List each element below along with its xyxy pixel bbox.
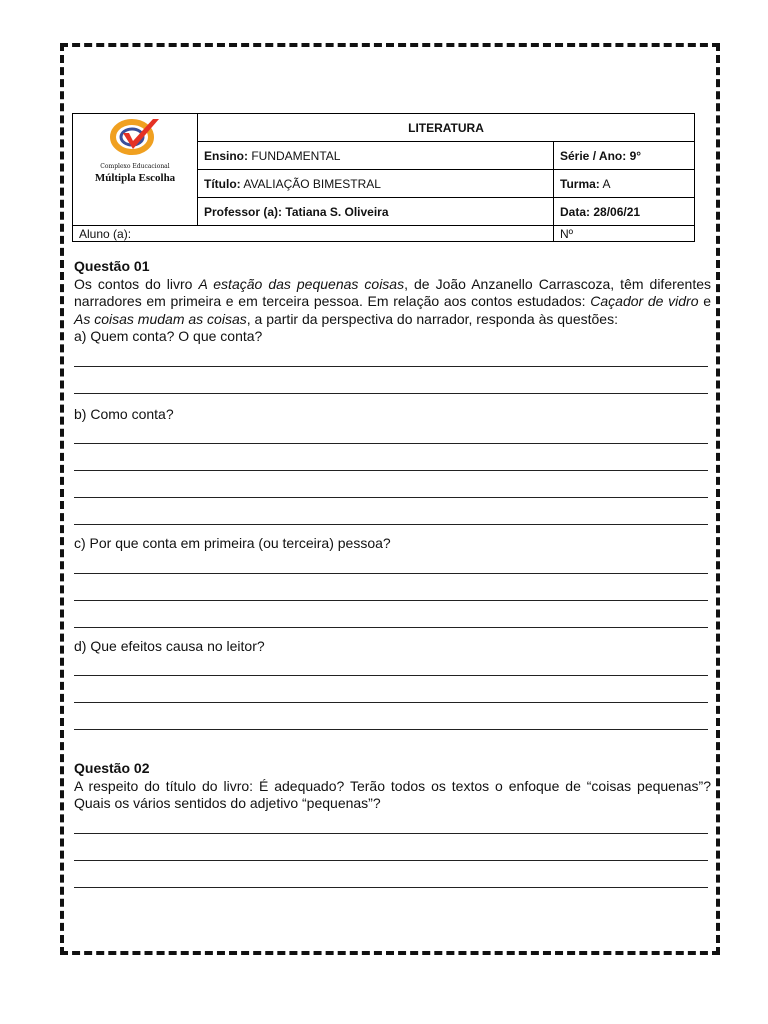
- logo-name: Múltipla Escolha: [94, 172, 176, 184]
- aluno-label: Aluno (a):: [79, 226, 132, 241]
- turma-label: Turma:: [560, 176, 600, 191]
- exam-content: [74, 258, 711, 888]
- answer-line[interactable]: [74, 886, 708, 888]
- numero-field[interactable]: [554, 226, 695, 242]
- ensino-value: FUNDAMENTAL: [251, 148, 341, 163]
- titulo-cell: [198, 170, 554, 198]
- data-value: 28/06/21: [593, 204, 641, 219]
- titulo-label: Título:: [204, 176, 241, 191]
- turma-value: A: [602, 176, 611, 191]
- turma-cell: [554, 170, 695, 198]
- serie-cell: [554, 142, 695, 170]
- header-table: [72, 113, 695, 242]
- professor-cell: [198, 198, 554, 226]
- aluno-field[interactable]: [73, 226, 554, 242]
- question-1c-text: c) Por que conta em primeira (ou terceira) pessoa?: [74, 535, 391, 551]
- logo-subtitle: Complexo Educacional: [100, 163, 170, 170]
- serie-label: Série / Ano:: [560, 148, 627, 163]
- titulo-value: AVALIAÇÃO BIMESTRAL: [243, 176, 381, 191]
- question-1-text: Os contos do livro A estação das pequenas coisas, de João Anzanello Carrascoza, têm diferentes narradores em primeira e em terceira pessoa. Em relação aos contos estudados: Caçador de vidro e As coisas mudam as coisas, a partir da perspectiva do narrador, responda às questões:: [74, 275, 712, 327]
- question-1-title: Questão 01: [74, 258, 150, 274]
- ensino-label: Ensino:: [204, 148, 248, 163]
- data-label: Data:: [560, 204, 591, 219]
- data-cell: [554, 198, 695, 226]
- numero-label: Nº: [560, 226, 574, 241]
- question-1b-text: b) Como conta?: [74, 405, 174, 422]
- school-logo-icon: [107, 116, 163, 158]
- professor-value: Tatiana S. Oliveira: [285, 204, 389, 219]
- ensino-cell: [198, 142, 554, 170]
- serie-value: 9°: [629, 148, 642, 163]
- question-2-title: Questão 02: [74, 760, 150, 776]
- logo-block: [73, 114, 198, 226]
- professor-label: Professor (a):: [204, 204, 283, 219]
- subject-title: LITERATURA: [198, 114, 695, 142]
- question-2-text: A respeito do título do livro: É adequado? Terão todos os textos o enfoque de “coisas pequenas”? Quais os vários sentidos do adjetivo “pequenas”?: [74, 777, 711, 811]
- question-1d-text: d) Que efeitos causa no leitor?: [74, 637, 265, 654]
- question-1a-text: a) Quem conta? O que conta?: [74, 328, 263, 344]
